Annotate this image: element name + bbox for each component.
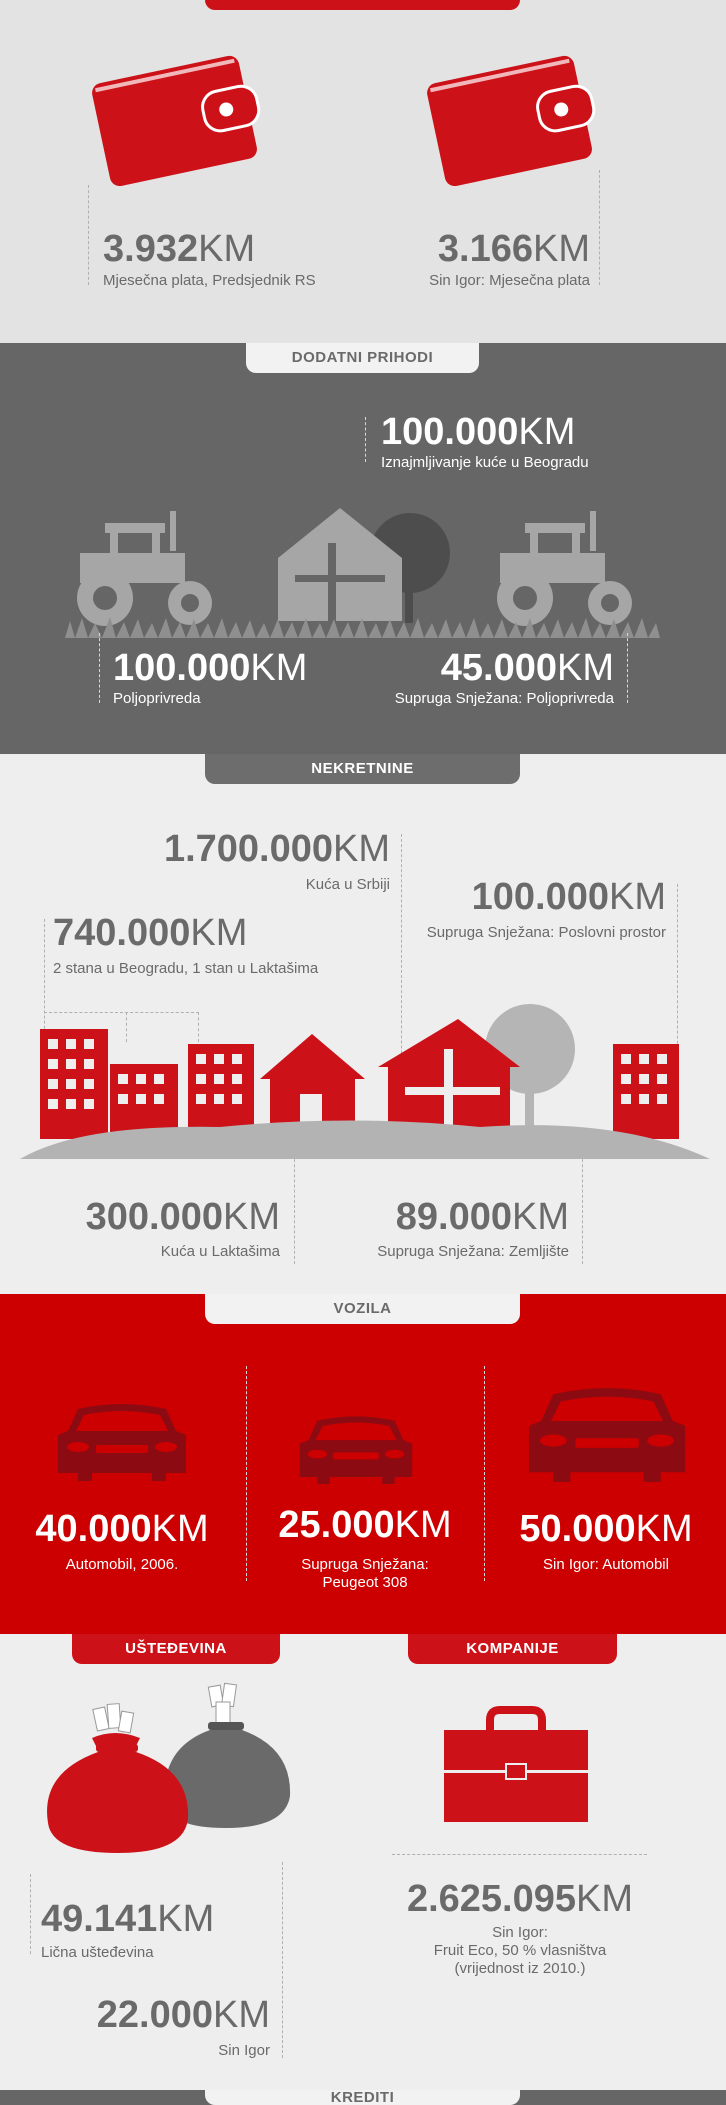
savings-tab: UŠTEĐEVINA <box>72 1634 280 1664</box>
extra-income-tab: DODATNI PRIHODI <box>246 343 479 373</box>
wife-office-amount: 100.000KM <box>471 876 666 918</box>
serbia-house-label: Kuća u Srbiji <box>305 876 390 893</box>
wallet-icon-2 <box>425 48 600 198</box>
wallet-icon <box>90 48 265 198</box>
credits-section <box>0 2090 726 2105</box>
farm-illustration <box>60 503 665 638</box>
tractor-icon-2 <box>497 511 632 626</box>
divider-line <box>392 1854 647 1855</box>
car-icon-2 <box>298 1412 414 1484</box>
divider-line <box>599 170 600 285</box>
son-savings-label: Sin Igor <box>218 2042 270 2059</box>
grass-decoration <box>65 617 660 638</box>
divider-line <box>582 1154 583 1264</box>
savings-companies-section <box>0 1634 726 2090</box>
real-estate-section <box>0 754 726 1294</box>
car2-label-line1: Supruga Snježana: <box>301 1556 429 1573</box>
divider-line <box>627 633 628 703</box>
money-bags-icon <box>40 1678 305 1858</box>
apartments-label: 2 stana u Beogradu, 1 stan u Laktašima <box>53 960 319 977</box>
apartments-amount: 740.000KM <box>53 912 248 954</box>
president-salary-label: Mjesečna plata, Predsjednik RS <box>103 272 316 289</box>
car1-label: Automobil, 2006. <box>65 1556 179 1573</box>
divider-line <box>30 1874 31 1954</box>
wife-agriculture-label: Supruga Snježana: Poljoprivreda <box>394 690 614 707</box>
son-savings-amount: 22.000KM <box>96 1994 270 2036</box>
vehicles-section <box>0 1294 726 1634</box>
car1-amount: 40.000KM <box>35 1508 209 1550</box>
top-tab <box>205 0 520 10</box>
laktasi-house-label: Kuća u Laktašima <box>160 1243 280 1260</box>
rent-label: Iznajmljivanje kuće u Beogradu <box>381 454 589 471</box>
tractor-icon <box>77 511 212 626</box>
car-icon-3 <box>526 1382 688 1482</box>
personal-savings-label: Lična uštеđevina <box>41 1944 154 1961</box>
fruit-eco-label-line1: Sin Igor: <box>492 1924 548 1941</box>
car3-amount: 50.000KM <box>519 1508 693 1550</box>
fruit-eco-label-line2: Fruit Eco, 50 % vlasništva <box>433 1942 607 1959</box>
car2-amount: 25.000KM <box>278 1504 452 1546</box>
car-icon <box>56 1399 188 1481</box>
house-icon <box>278 508 450 623</box>
extra-income-section <box>0 343 726 754</box>
divider-line <box>365 417 366 462</box>
briefcase-icon <box>442 1706 590 1824</box>
companies-tab: KOMPANIJE <box>408 1634 617 1664</box>
son-salary-amount: 3.166KM <box>437 228 590 270</box>
laktasi-house-amount: 300.000KM <box>85 1196 280 1238</box>
agriculture-label: Poljoprivreda <box>113 690 201 707</box>
city-illustration <box>20 999 715 1174</box>
fruit-eco-amount: 2.625.095KM <box>406 1878 634 1920</box>
divider-line <box>88 185 89 285</box>
agriculture-amount: 100.000KM <box>113 647 308 689</box>
divider-line <box>246 1366 247 1581</box>
divider-line <box>294 1154 295 1264</box>
wife-land-amount: 89.000KM <box>395 1196 569 1238</box>
personal-savings-amount: 49.141KM <box>41 1898 215 1940</box>
vehicles-tab: VOZILA <box>205 1294 520 1324</box>
credits-tab: KREDITI <box>205 2090 520 2105</box>
serbia-house-amount: 1.700.000KM <box>163 828 390 870</box>
red-money-bag <box>47 1704 188 1853</box>
real-estate-tab: NEKRETNINE <box>205 754 520 784</box>
divider-line <box>282 1862 283 2058</box>
salary-section <box>0 0 726 343</box>
car2-label-line2: Peugeot 308 <box>322 1574 408 1591</box>
rent-amount: 100.000KM <box>381 411 576 453</box>
wife-land-label: Supruga Snježana: Zemljište <box>377 1243 569 1260</box>
fruit-eco-label-line3: (vrijednost iz 2010.) <box>454 1960 586 1977</box>
wife-agriculture-amount: 45.000KM <box>440 647 614 689</box>
divider-line <box>484 1366 485 1581</box>
car3-label: Sin Igor: Automobil <box>543 1556 669 1573</box>
son-salary-label: Sin Igor: Mjesečna plata <box>429 272 590 289</box>
president-salary-amount: 3.932KM <box>103 228 256 270</box>
divider-line <box>99 633 100 703</box>
wife-office-label: Supruga Snježana: Poslovni prostor <box>426 924 666 941</box>
